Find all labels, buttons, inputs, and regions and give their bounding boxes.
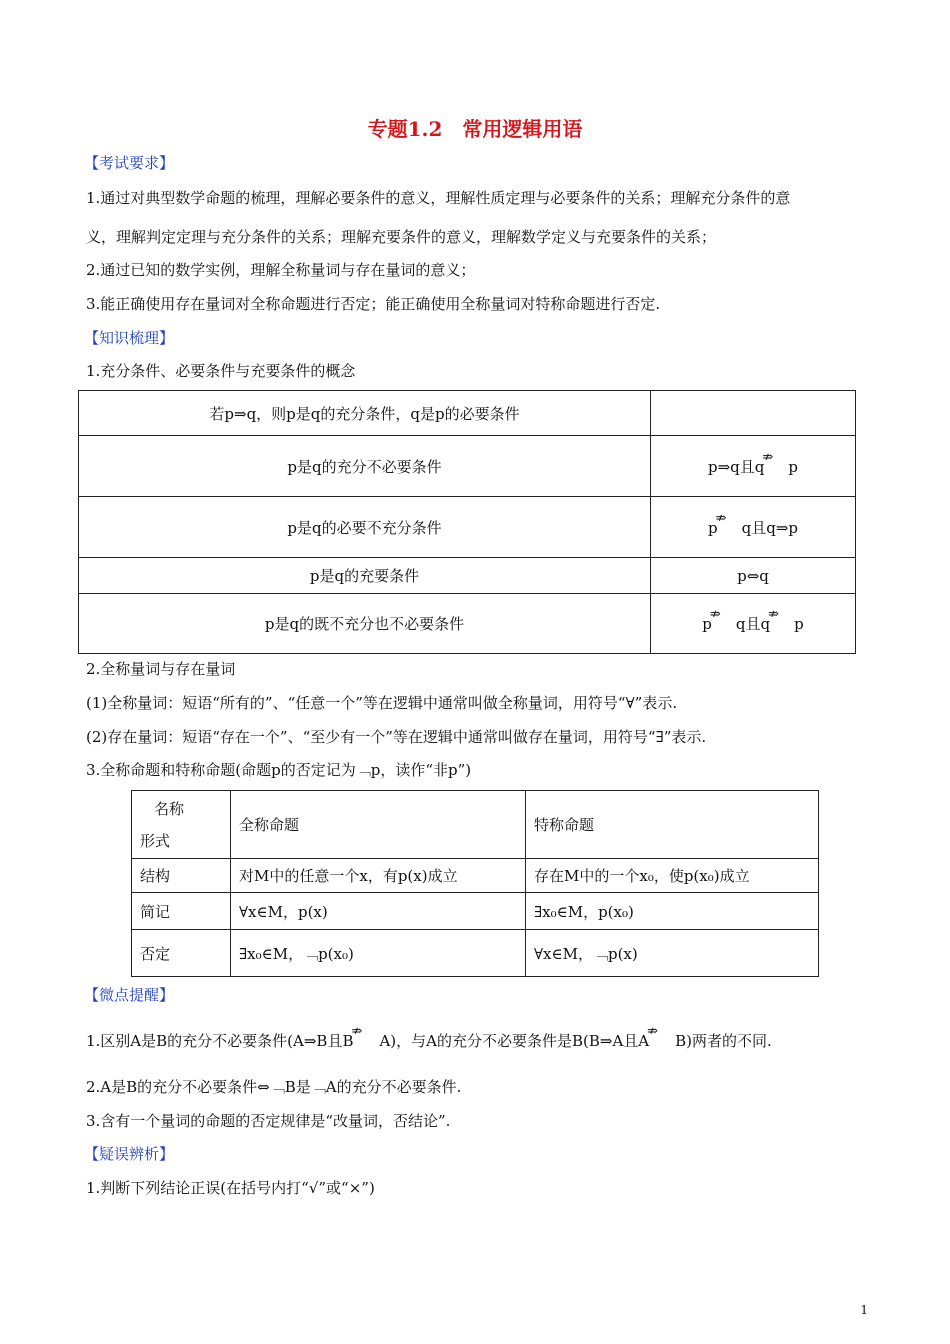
t1-row4-left: p是q的充要条件 <box>79 558 651 594</box>
t2-header-corner: 名称 形式 <box>132 791 231 859</box>
section-exam-requirements: 【考试要求】 <box>84 154 175 172</box>
t1-row4-right: p⇔q <box>651 558 856 594</box>
t2-row-negation-label: 否定 <box>132 930 231 977</box>
tip-3: 3.含有一个量词的命题的否定规律是“改量词，否结论”. <box>86 1112 451 1130</box>
t1-row2-right: p⇒q且q ⇏ p <box>651 436 856 497</box>
t2-row-short-universal: ∀x∈M，p(x) <box>231 893 526 930</box>
t2-header-universal: 全称命题 <box>231 791 526 859</box>
section-knowledge: 【知识梳理】 <box>84 329 175 347</box>
mistakes-item-1: 1.判断下列结论正误(在括号内打“√”或“×”) <box>86 1179 375 1197</box>
t2-header-existential: 特称命题 <box>526 791 819 859</box>
conditions-table <box>78 390 856 654</box>
exam-item-2: 2.通过已知的数学实例，理解全称量词与存在量词的意义； <box>86 261 476 279</box>
knowledge-1-title: 1.充分条件、必要条件与充要条件的概念 <box>86 362 356 380</box>
exam-item-1a: 1.通过对典型数学命题的梳理，理解必要条件的意义，理解性质定理与必要条件的关系；理解充分条件的意 <box>86 189 791 207</box>
t1-row2-left: p是q的充分不必要条件 <box>79 436 651 497</box>
knowledge-2-title: 2.全称量词与存在量词 <box>86 660 236 678</box>
tip-2: 2.A是B的充分不必要条件⇔﹁B是﹁A的充分不必要条件. <box>86 1078 462 1096</box>
t2-row-negation-existential: ∀x∈M，﹁p(x) <box>526 930 819 977</box>
page-number: 1 <box>860 1303 868 1317</box>
t2-row-structure-existential: 存在M中的一个x₀，使p(x₀)成立 <box>526 859 819 893</box>
t1-row5-left: p是q的既不充分也不必要条件 <box>79 594 651 654</box>
t2-row-short-existential: ∃x₀∈M，p(x₀) <box>526 893 819 930</box>
t1-row3-left: p是q的必要不充分条件 <box>79 497 651 558</box>
t2-row-structure-label: 结构 <box>132 859 231 893</box>
knowledge-2-item-2: (2)存在量词：短语“存在一个”、“至少有一个”等在逻辑中通常叫做存在量词，用符号“∃”表示. <box>86 728 707 746</box>
section-tips: 【微点提醒】 <box>84 986 175 1004</box>
tip-1: 1.区别A是B的充分不必要条件(A⇒B且B ⇏ A)，与A的充分不必要条件是B(B⇒A且A ⇏ B)两者的不同. <box>86 1024 772 1050</box>
t1-row5-right: p ⇏ q且q ⇏ p <box>651 594 856 654</box>
knowledge-3-title: 3.全称命题和特称命题(命题p的否定记为﹁p，读作“非p”) <box>86 761 472 779</box>
exam-item-3: 3.能正确使用存在量词对全称命题进行否定；能正确使用全称量词对特称命题进行否定. <box>86 295 661 313</box>
t2-row-structure-universal: 对M中的任意一个x，有p(x)成立 <box>231 859 526 893</box>
page-title: 专题1.2 常用逻辑用语 <box>367 117 583 141</box>
t1-row1-left: 若p⇒q，则p是q的充分条件，q是p的必要条件 <box>79 391 651 436</box>
quantifier-table <box>131 790 819 977</box>
knowledge-2-item-1: (1)全称量词：短语“所有的”、“任意一个”等在逻辑中通常叫做全称量词，用符号“∀”表示. <box>86 694 678 712</box>
t1-row1-right <box>651 391 856 436</box>
t2-row-short-label: 简记 <box>132 893 231 930</box>
t1-row3-right: p ⇏ q且q⇒p <box>651 497 856 558</box>
section-mistakes: 【疑误辨析】 <box>84 1145 175 1163</box>
exam-item-1b: 义，理解判定定理与充分条件的关系；理解充要条件的意义，理解数学定义与充要条件的关系； <box>86 228 717 246</box>
t2-row-negation-universal: ∃x₀∈M，﹁p(x₀) <box>231 930 526 977</box>
